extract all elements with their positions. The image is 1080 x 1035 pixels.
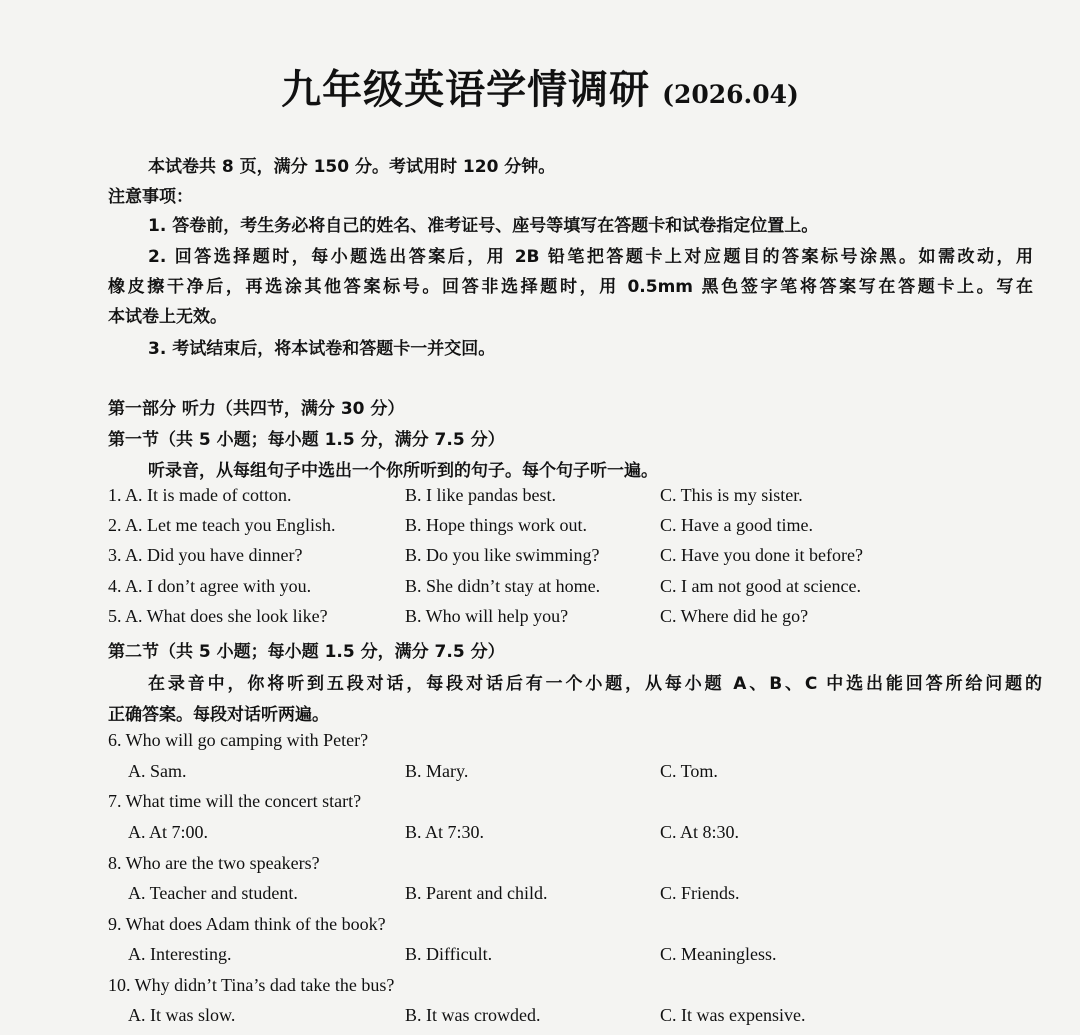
- q6-option-b: B. Mary.: [405, 761, 469, 781]
- q7-option-a: A. At 7:00.: [128, 822, 209, 842]
- note-3: 3. 考试结束后，将本试卷和答题卡一并交回。: [148, 339, 496, 359]
- q3-option-c: C. Have you done it before?: [660, 545, 863, 565]
- q4-option-c: C. I am not good at science.: [660, 576, 861, 596]
- q5-option-b: B. Who will help you?: [405, 606, 569, 626]
- note-2-line3: 本试卷上无效。: [108, 307, 227, 327]
- q6-option-c: C. Tom.: [660, 761, 718, 781]
- q10-stem: 10. Why didn’t Tina’s dad take the bus?: [108, 975, 395, 995]
- q5-option-a: 5. A. What does she look like?: [108, 606, 328, 626]
- part1-heading: 第一部分 听力（共四节，满分 30 分）: [108, 399, 405, 419]
- section1-direction: 听录音，从每组句子中选出一个你所听到的句子。每个句子听一遍。: [148, 461, 658, 481]
- exam-date: (2026.04): [662, 80, 799, 109]
- section2-direction-line2: 正确答案。每段对话听两遍。: [108, 705, 329, 725]
- notes-heading: 注意事项：: [108, 187, 193, 207]
- q1-option-b: B. I like pandas best.: [405, 485, 556, 505]
- q8-stem: 8. Who are the two speakers?: [108, 853, 320, 873]
- q8-option-c: C. Friends.: [660, 883, 740, 903]
- q1-option-a: 1. A. It is made of cotton.: [108, 485, 292, 505]
- note-2-line2: 橡皮擦干净后，再选涂其他答案标号。回答非选择题时，用 0.5mm 黑色签字笔将答案写在答题卡上。写在: [108, 277, 1033, 297]
- q4-option-b: B. She didn’t stay at home.: [405, 576, 601, 596]
- section1-heading: 第一节（共 5 小题；每小题 1.5 分，满分 7.5 分）: [108, 430, 505, 450]
- section2-heading: 第二节（共 5 小题；每小题 1.5 分，满分 7.5 分）: [108, 642, 505, 662]
- q10-option-c: C. It was expensive.: [660, 1005, 806, 1025]
- note-2-line1: 2. 回答选择题时，每小题选出答案后，用 2B 铅笔把答题卡上对应题目的答案标号涂黑。如需改动，用: [148, 247, 1033, 267]
- exam-header: [0, 58, 1080, 115]
- section2-direction-line1: 在录音中，你将听到五段对话，每段对话后有一个小题，从每小题 A、B、C 中选出能回答所给问题的: [148, 674, 1042, 694]
- q2-option-a: 2. A. Let me teach you English.: [108, 515, 336, 535]
- q9-stem: 9. What does Adam think of the book?: [108, 914, 386, 934]
- q6-stem: 6. Who will go camping with Peter?: [108, 730, 369, 750]
- q7-stem: 7. What time will the concert start?: [108, 791, 362, 811]
- note-1: 1. 答卷前，考生务必将自己的姓名、准考证号、座号等填写在答题卡和试卷指定位置上。: [148, 216, 819, 236]
- q10-option-b: B. It was crowded.: [405, 1005, 541, 1025]
- q3-option-b: B. Do you like swimming?: [405, 545, 600, 565]
- q6-option-a: A. Sam.: [128, 761, 187, 781]
- q8-option-b: B. Parent and child.: [405, 883, 548, 903]
- q3-option-a: 3. A. Did you have dinner?: [108, 545, 303, 565]
- q2-option-c: C. Have a good time.: [660, 515, 813, 535]
- exam-intro: 本试卷共 8 页，满分 150 分。考试用时 120 分钟。: [148, 157, 556, 177]
- q7-option-c: C. At 8:30.: [660, 822, 740, 842]
- q4-option-a: 4. A. I don’t agree with you.: [108, 576, 312, 596]
- exam-title: 九年级英语学情调研: [281, 67, 651, 113]
- q5-option-c: C. Where did he go?: [660, 606, 809, 626]
- q9-option-b: B. Difficult.: [405, 944, 493, 964]
- q9-option-a: A. Interesting.: [128, 944, 232, 964]
- q8-option-a: A. Teacher and student.: [128, 883, 298, 903]
- q9-option-c: C. Meaningless.: [660, 944, 777, 964]
- q1-option-c: C. This is my sister.: [660, 485, 803, 505]
- q7-option-b: B. At 7:30.: [405, 822, 485, 842]
- q10-option-a: A. It was slow.: [128, 1005, 236, 1025]
- q2-option-b: B. Hope things work out.: [405, 515, 587, 535]
